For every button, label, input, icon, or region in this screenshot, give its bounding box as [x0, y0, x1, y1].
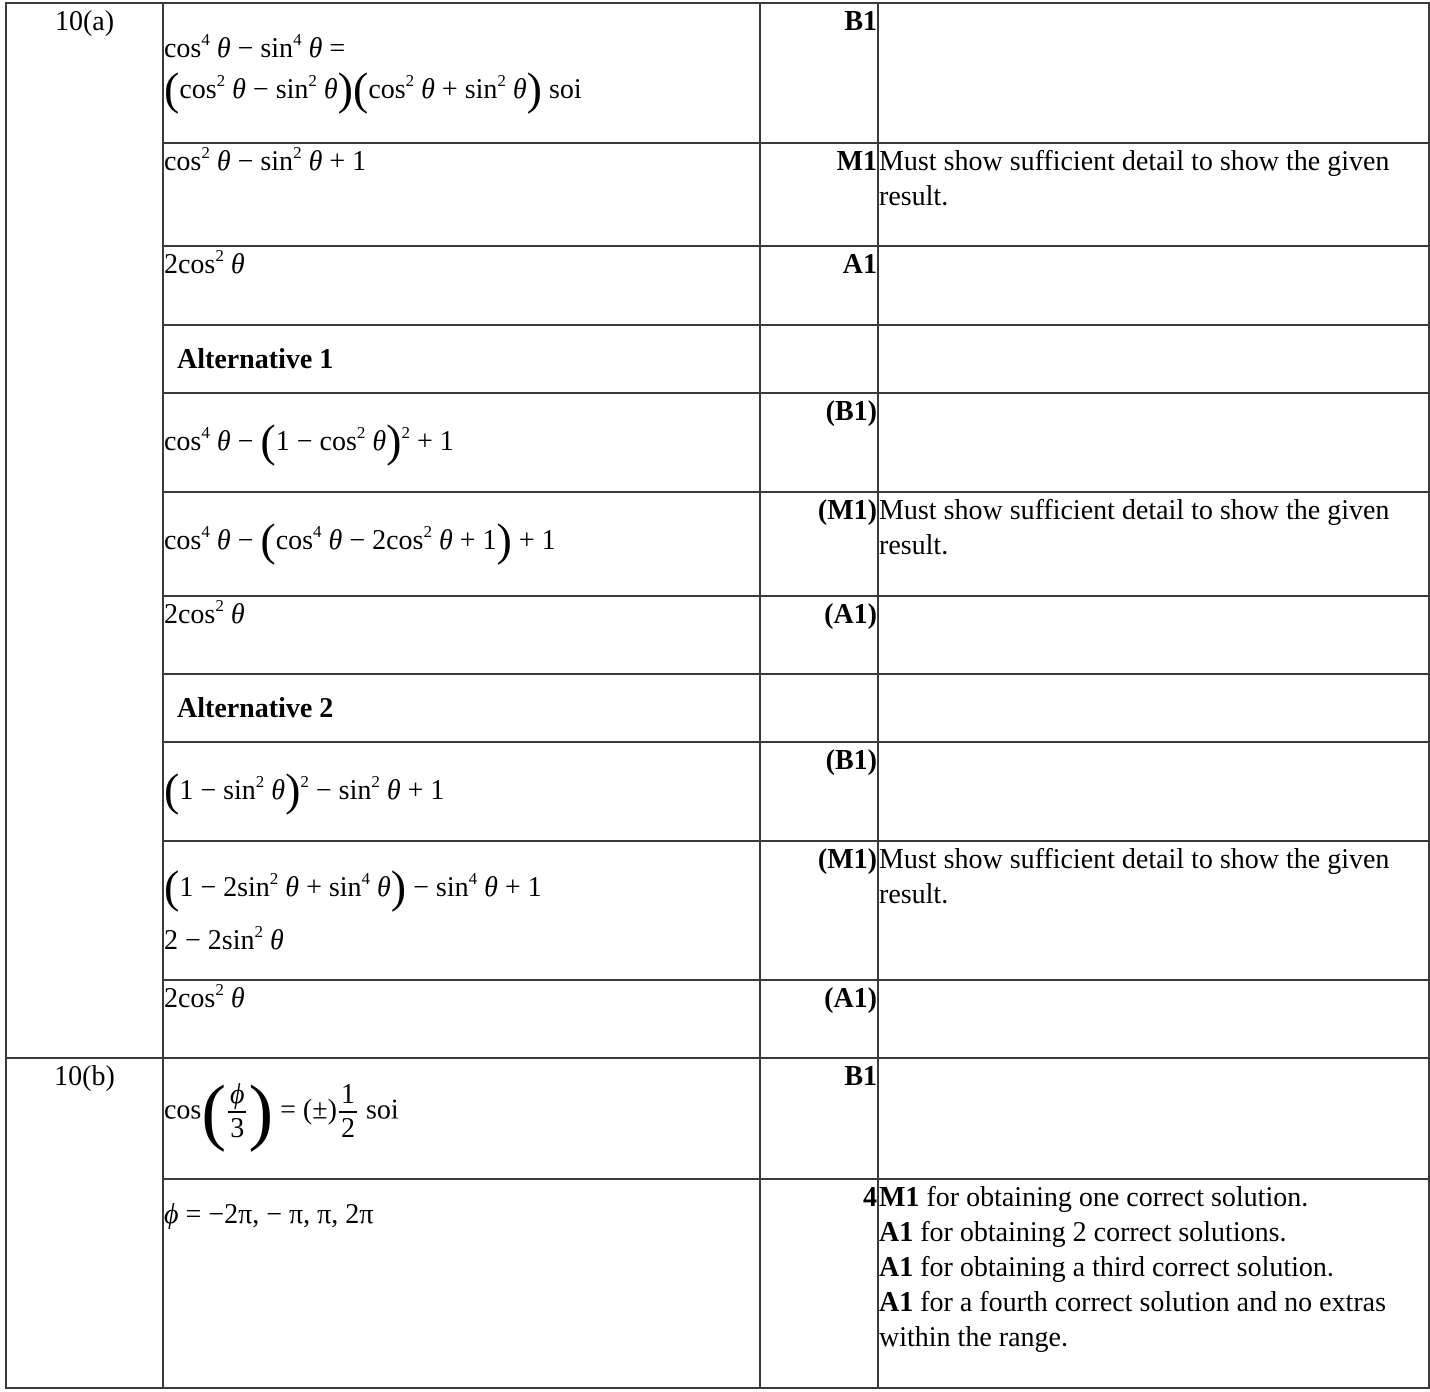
table-row — [6, 393, 1429, 492]
guidance-cell: Must show sufficient detail to show the given result. — [878, 143, 1429, 246]
table-row — [6, 3, 1429, 143]
guidance-line — [879, 1180, 1428, 1215]
mark-cell: (A1) — [760, 596, 878, 674]
mark-cell — [760, 325, 878, 393]
guidance-line — [879, 1285, 1428, 1355]
answer-cell: $2\cos^2$ θ — [163, 596, 760, 674]
mark-cell: A1 — [760, 246, 878, 325]
table-row — [6, 1058, 1429, 1179]
guidance-cell — [878, 3, 1429, 143]
guidance-cell — [878, 393, 1429, 492]
guidance-cell — [878, 742, 1429, 841]
answer-cell: cos( $\frac{\phi}{3}$ ) = (±) $\frac{1}{2}$ soi — [163, 1058, 760, 1179]
guidance-text: for obtaining 2 correct solutions. — [913, 1217, 1287, 1248]
table-row — [6, 143, 1429, 246]
question-number: 10(a) — [6, 3, 163, 1058]
guidance-cell — [878, 246, 1429, 325]
table-row — [6, 742, 1429, 841]
mark-code: A1 — [879, 1287, 914, 1318]
mark-cell: M1 — [760, 143, 878, 246]
answer-cell: $\cos^2 \theta - \sin^2 \theta + 1$ — [163, 143, 760, 246]
mark-scheme-table — [5, 2, 1430, 1389]
mark-cell: B1 — [760, 1058, 878, 1179]
mark-cell: (M1) — [760, 492, 878, 596]
guidance-text: for obtaining a third correct solution. — [913, 1252, 1334, 1283]
mark-code: M1 — [879, 1182, 920, 1213]
mark-cell: (M1) — [760, 841, 878, 980]
answer-cell: $2\cos^2$ θ — [163, 246, 760, 325]
table-row — [6, 492, 1429, 596]
mark-cell: B1 — [760, 3, 878, 143]
guidance-cell: Must show sufficient detail to show the given result. — [878, 492, 1429, 596]
mark-cell: 4 — [760, 1179, 878, 1388]
mark-code: A1 — [879, 1217, 914, 1248]
alternative-heading: Alternative 1 — [163, 325, 760, 393]
mark-cell: (B1) — [760, 742, 878, 841]
table-row — [6, 325, 1429, 393]
guidance-cell — [878, 596, 1429, 674]
table-row — [6, 980, 1429, 1058]
guidance-text: for a fourth correct solution and no extras within the range. — [879, 1287, 1386, 1353]
answer-cell: ϕ = −2π, − π, π, 2π — [163, 1179, 760, 1388]
answer-cell: $\cos^4 \theta - (\cos^4$ $\theta - 2\cos^2$ θ + 1) + 1 — [163, 492, 760, 596]
guidance-cell: Must show sufficient detail to show the given result. — [878, 841, 1429, 980]
answer-cell: ($1 - 2\sin^2$ $\theta + \sin^4 \theta) - \sin^4 \theta + 1$ $2 - 2\sin^2$ θ — [163, 841, 760, 980]
guidance-cell — [878, 980, 1429, 1058]
guidance-cell — [878, 1058, 1429, 1179]
answer-cell: $\cos^4 \theta - \sin^4 \theta$ = ($\cos^2$ $\theta - \sin^2 \theta)(\cos^2$ $\theta + \sin^2 \theta$) soi — [163, 3, 760, 143]
guidance-cell — [878, 1179, 1429, 1388]
table-row — [6, 246, 1429, 325]
answer-cell: $\cos^4 \theta - (1 - \cos^2 \theta)^2 + 1$ — [163, 393, 760, 492]
guidance-cell — [878, 674, 1429, 742]
answer-cell: $(1 - \sin^2 \theta)^2 - \sin^2 \theta + 1$ — [163, 742, 760, 841]
alternative-heading: Alternative 2 — [163, 674, 760, 742]
question-number: 10(b) — [6, 1058, 163, 1388]
mark-cell: (A1) — [760, 980, 878, 1058]
mark-cell — [760, 674, 878, 742]
mark-cell: (B1) — [760, 393, 878, 492]
mark-code: A1 — [879, 1252, 914, 1283]
guidance-line — [879, 1215, 1428, 1250]
answer-cell: $2\cos^2$ θ — [163, 980, 760, 1058]
guidance-text: for obtaining one correct solution. — [919, 1182, 1309, 1213]
table-row — [6, 596, 1429, 674]
guidance-cell — [878, 325, 1429, 393]
guidance-line — [879, 1250, 1428, 1285]
table-row — [6, 1179, 1429, 1388]
table-row — [6, 841, 1429, 980]
table-row — [6, 674, 1429, 742]
